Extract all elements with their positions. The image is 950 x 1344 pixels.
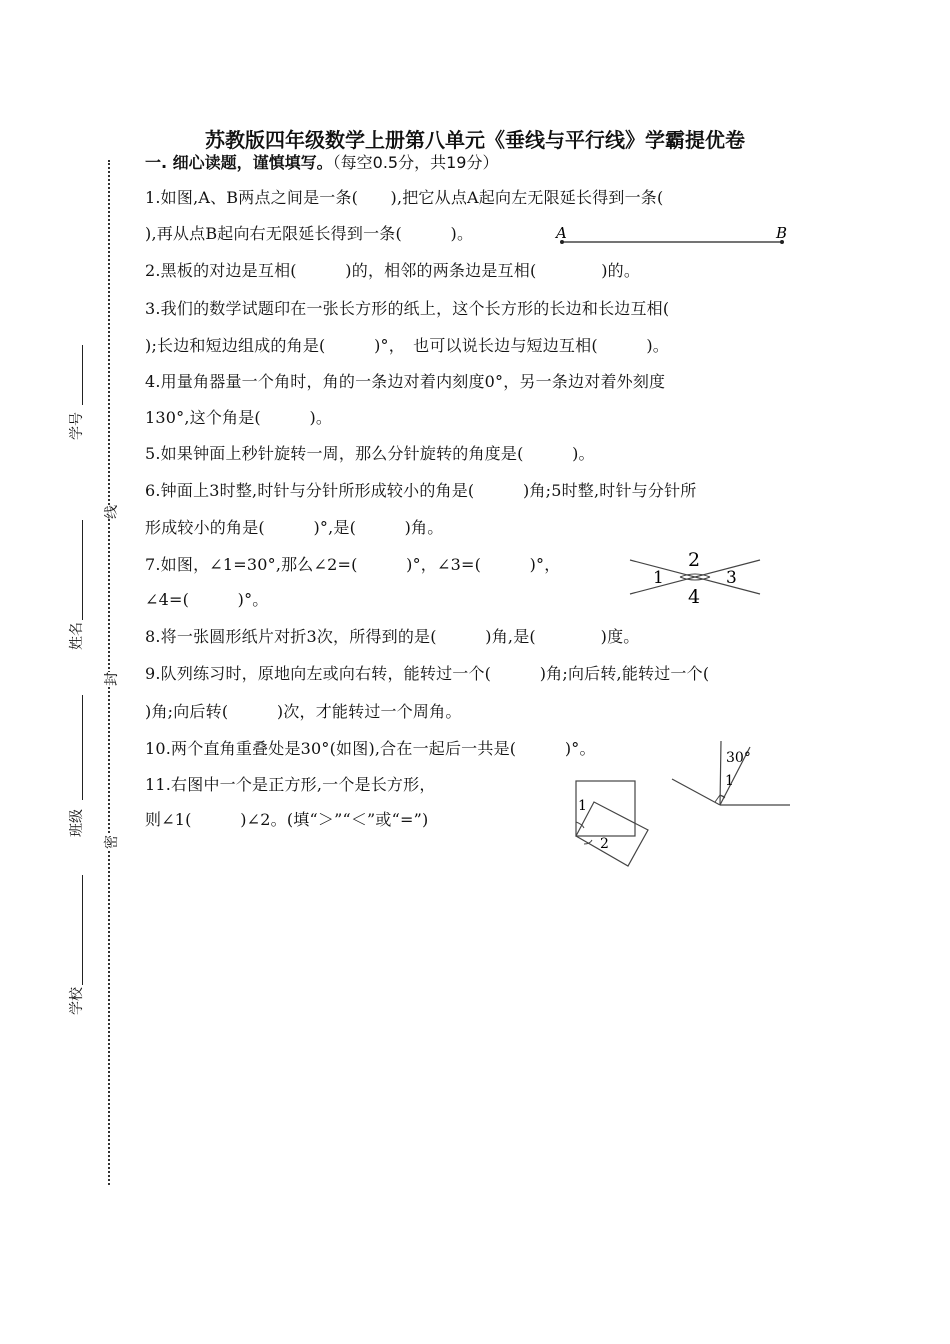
rect-angle-1-label: 1 <box>578 798 587 814</box>
question-1-line-2: ),再从点B起向右无限延长得到一条( )。 <box>145 224 474 243</box>
rect-angle-2-label: 2 <box>600 836 609 852</box>
question-6-line-1: 6.钟面上3时整,时针与分针所形成较小的角是( )角;5时整,时针与分针所 <box>145 481 697 500</box>
question-9-line-2: )角;向后转( )次，才能转过一个周角。 <box>145 702 462 721</box>
question-1-line-1: 1.如图,A、B两点之间是一条( ),把它从点A起向左无限延长得到一条( <box>145 188 664 207</box>
overlap-angle-label: 30° <box>726 750 751 766</box>
question-4-line-2: 130°,这个角是( )。 <box>145 408 333 427</box>
seal-char-closed: 密 <box>99 835 123 849</box>
point-b-label: B <box>776 224 788 242</box>
intersecting-lines-figure <box>625 548 770 608</box>
section-title: 一. 细心读题，谨慎填写。 <box>145 153 333 172</box>
page-title: 苏教版四年级数学上册第八单元《垂线与平行线》学霸提优卷 <box>205 128 745 152</box>
question-8: 8.将一张圆形纸片对折3次，所得到的是( )角,是( )度。 <box>145 627 640 646</box>
question-3-line-1: 3.我们的数学试题印在一张长方形的纸上，这个长方形的长边和长边互相( <box>145 299 670 318</box>
angle-3-label: 3 <box>726 568 737 588</box>
question-5: 5.如果钟面上秒针旋转一周，那么分针旋转的角度是( )。 <box>145 444 595 463</box>
segment-ab-figure <box>550 222 795 252</box>
student-id-blank <box>82 345 83 405</box>
point-a-label: A <box>556 224 567 242</box>
class-label: 班级 <box>69 809 85 837</box>
school-label: 学校 <box>69 987 85 1015</box>
name-label: 姓名 <box>69 622 85 650</box>
school-blank <box>82 875 83 985</box>
question-3-line-2: );长边和短边组成的角是( )°， 也可以说长边与短边互相( )。 <box>145 336 670 355</box>
student-id-label: 学号 <box>69 412 85 440</box>
question-4-line-1: 4.用量角器量一个角时，角的一条边对着内刻度0°，另一条边对着外刻度 <box>145 372 666 391</box>
name-blank <box>82 520 83 620</box>
question-11-line-1: 11.右图中一个是正方形,一个是长方形， <box>145 775 436 794</box>
square-rectangle-figure <box>570 778 655 873</box>
angle-2-label: 2 <box>688 549 701 571</box>
question-6-line-2: 形成较小的角是( )°,是( )角。 <box>145 518 444 537</box>
section-heading <box>145 150 498 173</box>
question-7-line-1: 7.如图，∠1=30°,那么∠2=( )°，∠3=( )°， <box>145 555 561 574</box>
angle-4-label: 4 <box>688 586 701 608</box>
angle-1-label: 1 <box>653 568 664 588</box>
question-10: 10.两个直角重叠处是30°(如图),合在一起后一共是( )°。 <box>145 739 596 758</box>
overlap-1-label: 1 <box>725 773 734 789</box>
question-11-line-2: 则∠1( )∠2。(填“＞”“＜”或“=”) <box>145 810 429 829</box>
question-7-line-2: ∠4=( )°。 <box>145 590 269 609</box>
seal-char-seal: 封 <box>99 672 123 686</box>
overlapping-right-angles-figure <box>668 737 793 812</box>
section-score-note: （每空0.5分，共19分） <box>332 153 499 172</box>
question-9-line-1: 9.队列练习时，原地向左或向右转，能转过一个( )角;向后转,能转过一个( <box>145 664 710 683</box>
class-blank <box>82 695 83 800</box>
question-2: 2.黑板的对边是互相( )的，相邻的两条边是互相( )的。 <box>145 261 641 280</box>
seal-char-line: 线 <box>99 505 123 519</box>
